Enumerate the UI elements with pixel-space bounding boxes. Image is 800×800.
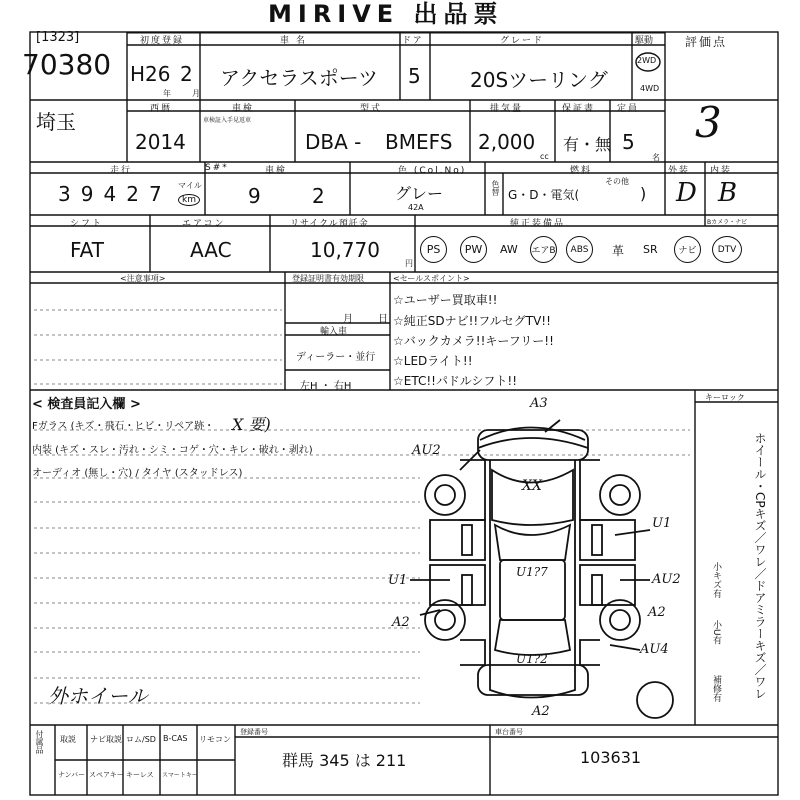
accessory-cell: ナンバー xyxy=(58,771,86,779)
hdr-reg-no: 登録番号 xyxy=(240,728,268,736)
equipment-extra: Bカメラ・ナビ xyxy=(707,219,748,226)
damage-mark: U1?2 xyxy=(516,652,548,666)
mileage-digit: 3 xyxy=(58,182,81,206)
exterior-grade: D xyxy=(676,178,697,208)
recycle-unit: 円 xyxy=(405,259,413,268)
color: グレー xyxy=(395,184,444,203)
hdr-inspection: 車検 xyxy=(232,104,255,114)
fuel: G・D・電気( xyxy=(508,188,580,202)
overall-score: 3 xyxy=(695,98,722,147)
hdr-grade: グレード xyxy=(500,36,545,46)
doors: 5 xyxy=(408,64,421,88)
mileage-digit: 9 xyxy=(80,182,104,206)
damage-mark: A2 xyxy=(648,605,666,620)
equip-abs: ABS xyxy=(566,236,593,263)
fuel-other: その他 xyxy=(605,177,629,186)
reg-month-unit: 月 xyxy=(343,314,353,325)
shift: FAT xyxy=(70,238,105,262)
displacement-unit: cc xyxy=(540,152,549,161)
era-unit-year: 年 xyxy=(163,89,171,98)
drive-2wd: 2WD xyxy=(637,56,657,65)
hdr-western-year: 西暦 xyxy=(150,104,173,114)
color-no: 42A xyxy=(408,203,424,212)
reg-month: 2 xyxy=(180,62,193,86)
hdr-capacity: 定員 xyxy=(617,104,640,114)
damage-mark: A3 xyxy=(530,396,548,411)
damage-mark: U1?7 xyxy=(516,565,548,579)
hdr-mileage: 走行 xyxy=(110,166,133,176)
chassis-number: 103631 xyxy=(580,748,642,767)
hdr-model: 型式 xyxy=(360,104,383,114)
reg-day-unit: 日 xyxy=(378,314,388,325)
side-note: ホイール・CPキズ／ワレ／ドアミラーキズ／ワレ xyxy=(753,432,767,700)
hdr-color: 色 (Col.No) xyxy=(398,166,467,176)
model-prefix: DBA - xyxy=(305,130,362,154)
era-unit-month: 月 xyxy=(192,89,200,98)
car-name: アクセラスポーツ xyxy=(220,66,378,90)
damage-mark: XX xyxy=(522,478,542,494)
accessory-cell: ロム/SD xyxy=(126,735,156,744)
damage-mark: U1 xyxy=(388,573,408,588)
equip-leather: 革 xyxy=(612,244,625,258)
capacity: 5 xyxy=(622,130,635,154)
hdr-import: 輸入車 xyxy=(320,327,348,337)
form-title: MIRIVE 出品票 xyxy=(268,0,504,28)
hdr-inspection2: 車検 xyxy=(265,166,288,176)
interior-grade: B xyxy=(718,178,738,208)
fuel-close: ) xyxy=(640,184,647,203)
sales-point: ☆ETC!!パドルシフト!! xyxy=(393,374,518,388)
model-code: BMEFS xyxy=(385,130,453,154)
displacement: 2,000 xyxy=(478,130,536,154)
warranty: 有・無 xyxy=(563,135,612,154)
insp-month: 2 xyxy=(312,184,325,208)
handwritten-note: 外ホイール xyxy=(48,684,148,708)
damage-mark: AU2 xyxy=(652,572,681,587)
sales-point: ☆ユーザー買取車!! xyxy=(393,293,498,307)
accessory-cell: ナビ取説 xyxy=(90,735,122,744)
registration-number: 群馬 345 は 211 xyxy=(282,751,407,770)
lot-bracket: [1323] xyxy=(36,30,80,45)
equip-airbag: エアB xyxy=(530,236,557,263)
hdr-recycle: リサイクル預託金 xyxy=(290,219,369,229)
drive-4wd: 4WD xyxy=(640,84,660,93)
recycle-fee: 10,770 xyxy=(310,238,380,262)
hdr-sflag: S#* xyxy=(205,163,229,173)
hdr-displacement: 排気量 xyxy=(490,104,524,114)
accessory-cell: スペアキー xyxy=(89,771,124,779)
inspector-line: 内装 (キズ・スレ・汚れ・シミ・コゲ・穴・キレ・破れ・剥れ) xyxy=(32,445,313,456)
aircon: AAC xyxy=(190,238,232,262)
hdr-first-reg: 初度登録 xyxy=(140,36,185,46)
inspection-note: 車検証入手見返車 xyxy=(203,117,252,124)
hdr-equipment: 純正装備品 xyxy=(510,219,566,229)
hdr-inspector: < 検査員記入欄 > xyxy=(32,397,141,412)
mileage-digit: 2 xyxy=(126,182,149,206)
mileage-unit-mile: マイル xyxy=(178,181,202,190)
hdr-interior: 内装 xyxy=(710,166,733,176)
side-mark: 小キズ有 xyxy=(711,562,721,598)
steering-side: 左H ・ 右H xyxy=(300,381,352,392)
inspector-mark: X 要) xyxy=(232,415,271,434)
accessories-label: 付属品 xyxy=(35,730,44,754)
accessory-cell: リモコン xyxy=(199,735,231,744)
accessory-cell: スマートキー xyxy=(162,772,198,779)
hdr-reg-deadline: 登録証明書有効期限 xyxy=(292,274,364,283)
sales-point: ☆純正SDナビ!!フルセグTV!! xyxy=(393,314,551,328)
side-mark: 補修有 xyxy=(711,675,721,702)
equip-dtv: DTV xyxy=(712,236,742,263)
mileage xyxy=(58,182,172,206)
accessory-cell: B-CAS xyxy=(163,734,188,743)
capacity-unit: 名 xyxy=(652,153,660,162)
insp-year: 9 xyxy=(248,184,261,208)
hdr-shift: シフト xyxy=(70,219,104,229)
western-year: 2014 xyxy=(135,130,186,154)
damage-mark: A2 xyxy=(392,615,410,630)
era-year: H26 xyxy=(130,62,171,86)
lot-number: 70380 xyxy=(22,48,112,81)
equip-navi: ナビ xyxy=(674,236,701,263)
damage-mark: U1 xyxy=(652,516,672,531)
equip-ps: PS xyxy=(420,236,447,263)
hdr-warranty: 保証書 xyxy=(562,104,596,114)
hdr-drive: 駆動 xyxy=(635,36,654,46)
accessory-cell: 取説 xyxy=(60,735,76,744)
color-change-label: 色替 xyxy=(491,180,500,196)
sales-point: ☆LEDライト!! xyxy=(393,354,473,368)
hdr-doors: ドア xyxy=(402,36,424,46)
import-type: ディーラー・並行 xyxy=(296,352,376,363)
grade: 20Sツーリング xyxy=(470,68,608,92)
hdr-score: 評価点 xyxy=(685,35,728,49)
equip-sunroof: SR xyxy=(643,243,658,256)
side-mark: 小U有 xyxy=(711,620,721,645)
mileage-digit: 7 xyxy=(148,182,172,206)
damage-mark: AU4 xyxy=(640,642,669,657)
hdr-chassis-no: 車台番号 xyxy=(495,728,523,736)
sales-point: ☆バックカメラ!!キーフリー!! xyxy=(393,334,554,348)
accessory-cell: キーレス xyxy=(126,771,154,779)
hdr-exterior: 外装 xyxy=(668,166,691,176)
inspector-line: オーディオ (無し・穴) / タイヤ (スタッドレス) xyxy=(32,468,243,479)
equip-aw: AW xyxy=(500,243,518,256)
hdr-notes: <注意事項> xyxy=(120,274,166,283)
hdr-keylock: キーロック xyxy=(705,393,745,402)
mileage-unit-km: km xyxy=(178,194,200,206)
inspector-line: Fガラス (キズ・飛石・ヒビ・リペア跡・ xyxy=(32,421,215,432)
equip-pw: PW xyxy=(460,236,487,263)
hdr-car-name: 車 名 xyxy=(280,36,307,46)
prefecture: 埼玉 xyxy=(36,110,76,134)
damage-mark: A2 xyxy=(532,704,550,719)
damage-mark: AU2 xyxy=(412,443,441,458)
mileage-digit: 4 xyxy=(103,182,127,206)
hdr-aircon: エアコン xyxy=(182,219,226,229)
hdr-fuel: 燃料 xyxy=(570,166,593,176)
hdr-sales: <セールスポイント> xyxy=(393,274,470,283)
